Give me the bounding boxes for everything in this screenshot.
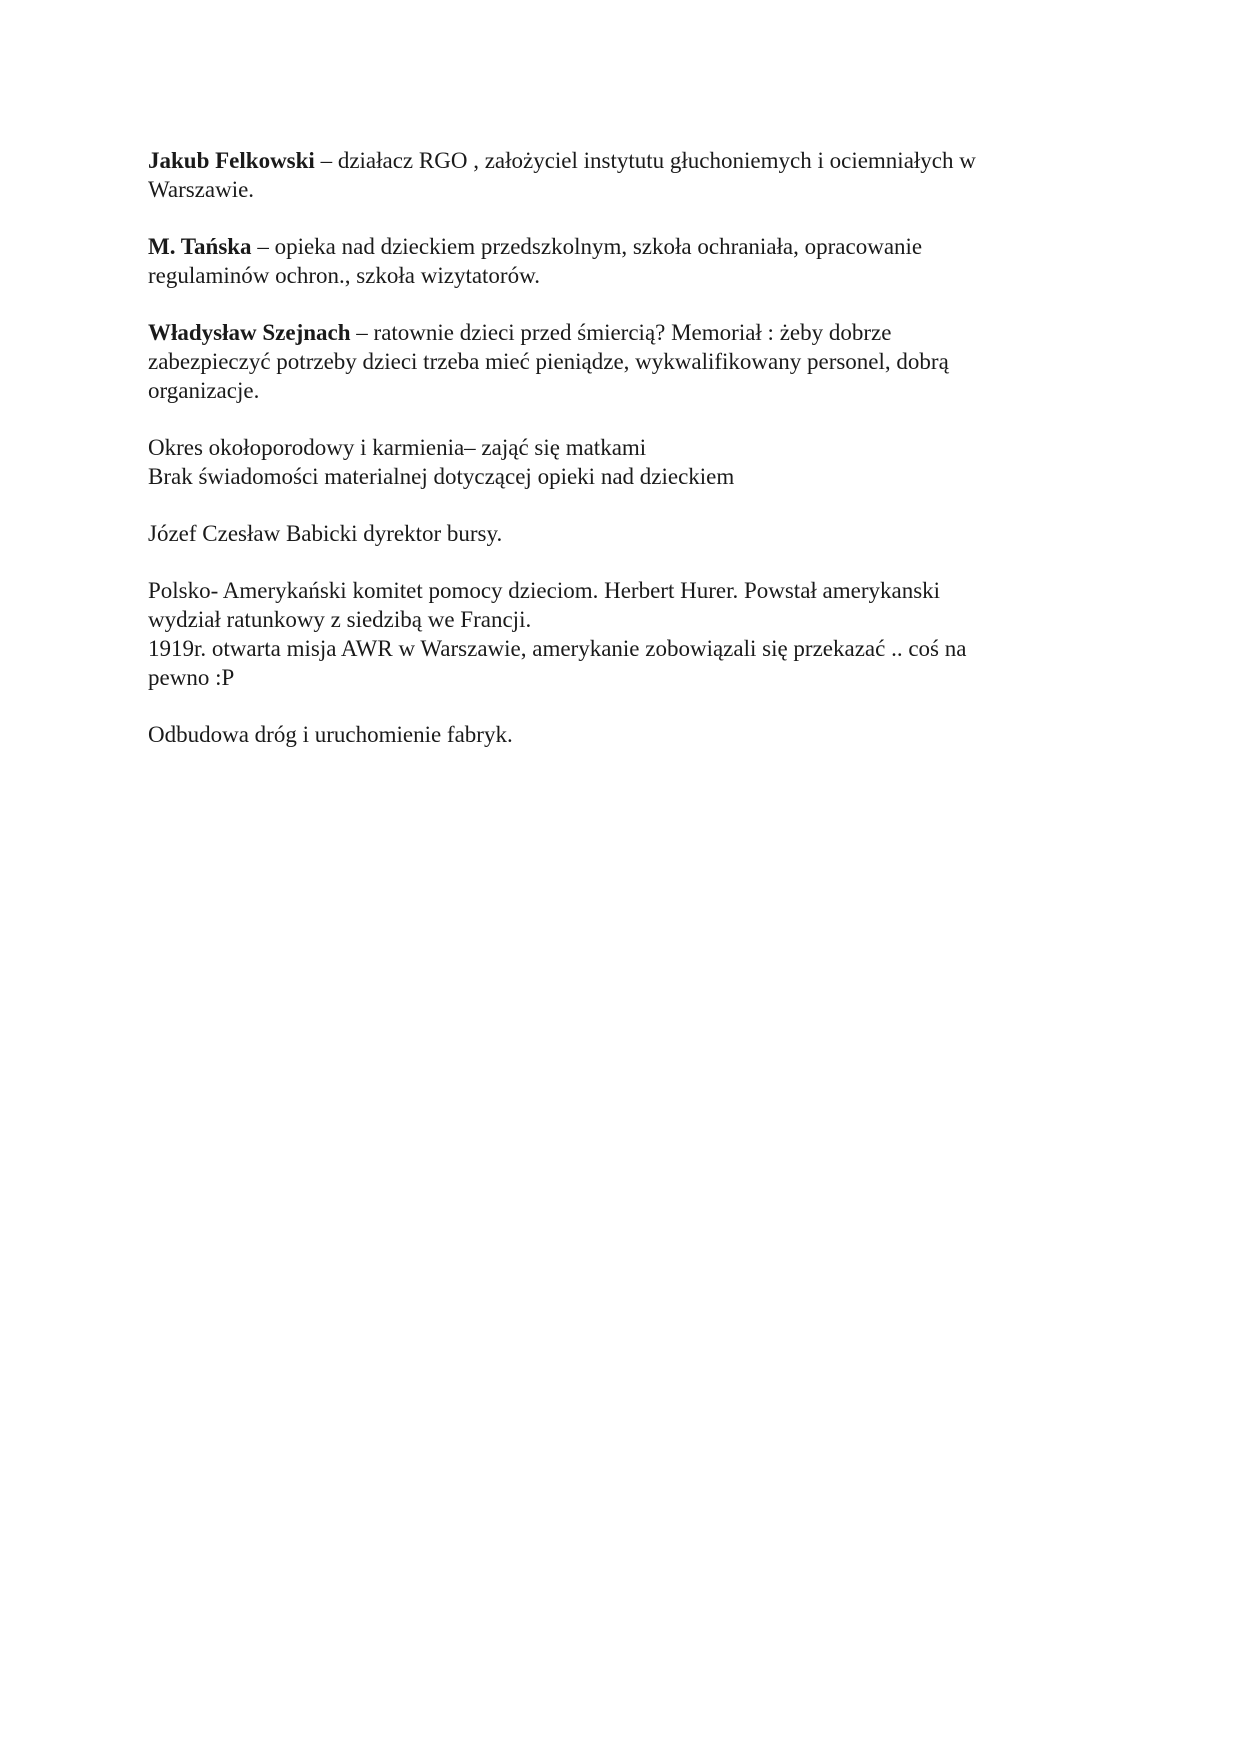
text-line: regulaminów ochron., szkoła wizytatorów.: [148, 263, 540, 288]
paragraph-szejnach: [148, 318, 1068, 405]
paragraph-okres: [148, 433, 1068, 491]
text-line: Okres okołoporodowy i karmienia– zająć się matkami: [148, 435, 647, 460]
text-line: organizacje.: [148, 378, 260, 403]
text-line: wydział ratunkowy z siedzibą we Francji.: [148, 607, 532, 632]
text-line: pewno :P: [148, 665, 235, 690]
text-line: [148, 146, 1068, 175]
text-line: Warszawie.: [148, 177, 255, 202]
person-name: Jakub Felkowski: [148, 148, 315, 173]
description-text: – działacz RGO , założyciel instytutu głuchoniemych i ociemniałych w: [314, 148, 976, 173]
text-line: [148, 232, 1068, 261]
paragraph-komitet: [148, 576, 1068, 692]
paragraph-tanska: [148, 232, 1068, 290]
paragraph-felkowski: [148, 146, 1068, 204]
text-line: Brak świadomości materialnej dotyczącej opieki nad dzieckiem: [148, 464, 735, 489]
paragraph-babicki: [148, 519, 1068, 548]
person-name: Władysław Szejnach: [148, 320, 351, 345]
text-line: Józef Czesław Babicki dyrektor bursy.: [148, 521, 503, 546]
description-text: – opieka nad dzieckiem przedszkolnym, szkoła ochraniała, opracowanie: [251, 234, 923, 259]
document-page: [148, 146, 1068, 749]
description-text: – ratownie dzieci przed śmiercią? Memoriał : żeby dobrze: [350, 320, 892, 345]
text-line: 1919r. otwarta misja AWR w Warszawie, amerykanie zobowiązali się przekazać .. coś na: [148, 636, 967, 661]
text-line: zabezpieczyć potrzeby dzieci trzeba mieć pieniądze, wykwalifikowany personel, dobrą: [148, 349, 949, 374]
text-line: [148, 318, 1068, 347]
paragraph-odbudowa: [148, 720, 1068, 749]
person-name: M. Tańska: [148, 234, 252, 259]
text-line: Polsko- Amerykański komitet pomocy dzieciom. Herbert Hurer. Powstał amerykanski: [148, 578, 941, 603]
text-line: Odbudowa dróg i uruchomienie fabryk.: [148, 722, 513, 747]
